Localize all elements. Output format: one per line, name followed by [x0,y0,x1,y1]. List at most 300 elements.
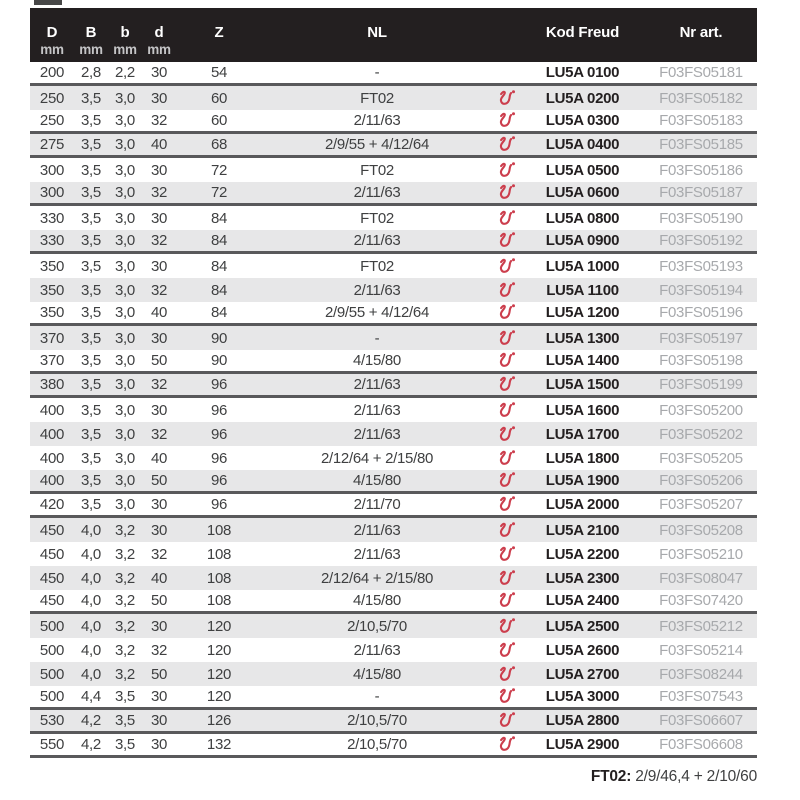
red-squiggle-icon [496,401,517,420]
cell-Z: 84 [210,281,228,299]
red-squiggle-icon [496,231,517,250]
cell-nr-art: F03FS05182 [659,89,743,107]
cell-B: 3,5 [81,401,101,419]
table-row [30,86,757,110]
cell-B: 4,0 [81,592,101,609]
table-row [30,230,757,254]
cell-NL: 4/15/80 [353,592,401,609]
red-squiggle-icon [496,711,517,730]
cell-nr-art: F03FS05198 [659,352,743,369]
cell-D: 350 [39,304,65,321]
cell-kod-freud: LU5A 1400 [545,352,620,369]
red-squiggle-icon [496,641,517,660]
cell-d: 32 [150,425,168,443]
red-squiggle-icon [496,425,517,444]
cell-b: 3,0 [115,329,135,347]
table-row [30,494,757,518]
cell-D: 250 [39,89,65,107]
footnote [591,768,757,786]
cell-kod-freud: LU5A 2000 [545,496,620,513]
cell-B: 4,0 [81,521,101,539]
cell-NL: 2/11/63 [353,425,401,443]
table-row [30,182,757,206]
cell-kod-freud: LU5A 2500 [545,617,620,635]
cell-D: 370 [39,329,65,347]
cell-D: 450 [39,545,65,563]
cell-B: 3,5 [81,304,101,321]
cell-B: 4,2 [81,736,101,753]
cell-d: 32 [150,281,168,299]
cell-B: 3,5 [81,449,101,467]
nl-icon-cell [492,638,520,662]
table-row [30,566,757,590]
header-units-row [30,40,757,62]
cell-NL: 2/11/63 [353,232,401,249]
red-squiggle-icon [496,569,517,588]
red-squiggle-icon [496,735,517,754]
table-row [30,134,757,158]
cell-d: 30 [150,161,168,179]
cell-d: 30 [150,736,168,753]
red-squiggle-icon [496,281,517,300]
cell-b: 3,0 [115,136,135,153]
nl-icon-cell [492,734,520,755]
cell-b: 3,2 [115,617,135,635]
nl-icon-cell [492,374,520,395]
cell-NL: 2/11/63 [353,281,401,299]
product-table [30,8,757,758]
unit-b: mm [113,42,137,57]
cell-b: 3,2 [115,569,135,587]
cell-D: 450 [39,592,65,609]
cell-b: 3,2 [115,521,135,539]
cell-b: 3,2 [115,641,135,659]
cell-kod-freud: LU5A 1100 [546,281,619,299]
nl-icon-cell [492,446,520,470]
cell-kod-freud: LU5A 3000 [545,688,620,705]
column-header-B: B [85,24,97,41]
unit-D: mm [40,42,64,57]
cell-kod-freud: LU5A 1500 [545,376,620,393]
table-row [30,686,757,710]
cell-B: 4,2 [81,712,101,729]
table-header [30,8,757,62]
cell-D: 250 [39,112,65,129]
table-row [30,542,757,566]
cell-B: 3,5 [81,232,101,249]
nl-icon-cell [492,542,520,566]
cell-d: 30 [150,712,168,729]
cell-D: 400 [39,472,65,489]
table-row [30,62,757,86]
cell-Z: 90 [210,329,228,347]
cell-kod-freud: LU5A 1200 [545,304,620,321]
cell-b: 3,0 [115,401,135,419]
cell-nr-art: F03FS05181 [659,64,743,81]
cell-b: 3,0 [115,89,135,107]
cell-D: 300 [39,161,65,179]
cell-Z: 84 [210,232,228,249]
nl-icon-cell [492,134,520,155]
cell-B: 4,0 [81,665,101,683]
table-row [30,662,757,686]
cell-d: 50 [150,472,168,489]
cell-B: 4,4 [81,688,101,705]
red-squiggle-icon [496,687,517,706]
cell-B: 3,5 [81,281,101,299]
cell-B: 2,8 [81,64,101,81]
unit-d: mm [147,42,171,57]
red-squiggle-icon [496,521,517,540]
table-row [30,734,757,758]
cell-d: 50 [150,592,168,609]
cell-D: 550 [39,736,65,753]
table-row [30,374,757,398]
cell-Z: 96 [210,425,228,443]
unit-B: mm [79,42,103,57]
cell-B: 3,5 [81,89,101,107]
table-row [30,326,757,350]
cell-B: 3,5 [81,209,101,227]
cell-b: 3,0 [115,449,135,467]
nl-icon-cell [492,326,520,350]
column-header-kod-freud: Kod Freud [545,24,620,41]
table-row [30,590,757,614]
nl-icon-cell [492,206,520,230]
red-squiggle-icon [496,161,517,180]
cell-Z: 126 [206,712,232,729]
cell-NL: 2/11/63 [353,521,401,539]
cell-b: 3,0 [115,376,135,393]
cell-D: 200 [39,64,65,81]
cell-nr-art: F03FS05202 [659,425,743,443]
cell-NL: - [374,688,380,705]
cell-B: 4,0 [81,617,101,635]
cell-d: 30 [150,688,168,705]
cell-d: 30 [150,401,168,419]
cell-nr-art: F03FS08047 [659,569,743,587]
cell-b: 3,0 [115,352,135,369]
nl-icon-cell [492,422,520,446]
column-header-Z: Z [214,24,224,41]
red-squiggle-icon [496,329,517,348]
cell-NL: 2/9/55 + 4/12/64 [324,304,430,321]
cell-Z: 120 [206,688,232,705]
red-squiggle-icon [496,209,517,228]
cell-NL: 2/11/70 [353,496,401,513]
cell-d: 30 [150,257,168,275]
cell-NL: 2/10,5/70 [347,617,407,635]
cell-d: 30 [150,329,168,347]
cell-Z: 68 [210,136,228,153]
cell-kod-freud: LU5A 2300 [545,569,620,587]
header-labels-row [30,8,757,40]
cell-NL: 2/9/55 + 4/12/64 [324,136,430,153]
cell-NL: 2/10,5/70 [347,736,407,753]
cell-kod-freud: LU5A 2600 [545,641,620,659]
cell-kod-freud: LU5A 1900 [545,472,620,489]
cell-B: 4,0 [81,545,101,563]
cell-Z: 96 [210,376,228,393]
cell-NL: 4/15/80 [353,665,401,683]
cell-NL: 2/12/64 + 2/15/80 [320,449,434,467]
cell-D: 300 [39,184,65,201]
table-row [30,518,757,542]
nl-icon-cell [492,62,520,83]
table-row [30,470,757,494]
cell-b: 3,2 [115,545,135,563]
cell-NL: 2/10,5/70 [347,712,407,729]
cell-D: 500 [39,617,65,635]
cell-d: 32 [150,641,168,659]
column-header-b: b [120,24,130,41]
cell-kod-freud: LU5A 1300 [545,329,620,347]
cell-d: 32 [150,376,168,393]
column-header-NL: NL [367,24,387,41]
cell-D: 530 [39,712,65,729]
nl-icon-cell [492,518,520,542]
cell-nr-art: F03FS05199 [659,376,743,393]
unit-NL [262,40,492,43]
cell-NL: 2/11/63 [353,184,401,201]
table-row [30,446,757,470]
cell-d: 40 [150,449,168,467]
cell-Z: 72 [210,161,228,179]
cell-b: 3,0 [115,232,135,249]
table-row [30,422,757,446]
table-row [30,206,757,230]
cell-Z: 120 [206,641,232,659]
cell-nr-art: F03FS05192 [659,232,743,249]
table-row [30,638,757,662]
cell-b: 3,0 [115,209,135,227]
cell-NL: - [374,329,380,347]
cell-b: 2,2 [115,64,135,81]
nl-icon-cell [492,614,520,638]
nl-icon-cell [492,590,520,611]
cell-d: 30 [150,521,168,539]
cell-Z: 84 [210,209,228,227]
cell-Z: 132 [206,736,232,753]
unit-kod [520,40,645,43]
cell-D: 500 [39,665,65,683]
cell-B: 3,5 [81,329,101,347]
cell-NL: 4/15/80 [353,352,401,369]
cell-d: 30 [150,496,168,513]
nl-icon-cell [492,494,520,515]
red-squiggle-icon [496,89,517,108]
nl-icon-cell [492,230,520,251]
cell-nr-art: F03FS05205 [659,449,743,467]
cell-b: 3,0 [115,112,135,129]
cell-B: 3,5 [81,352,101,369]
cell-kod-freud: LU5A 1800 [545,449,620,467]
table-row [30,398,757,422]
table-row [30,110,757,134]
cell-nr-art: F03FS05214 [659,641,743,659]
red-squiggle-icon [496,665,517,684]
red-squiggle-icon [496,111,517,130]
cell-kod-freud: LU5A 0800 [545,209,620,227]
footnote-value: 2/9/46,4 + 2/10/60 [635,768,757,785]
nl-icon-cell [492,86,520,110]
cell-d: 30 [150,209,168,227]
cell-d: 30 [150,64,168,81]
red-squiggle-icon [496,591,517,610]
cell-nr-art: F03FS05208 [659,521,743,539]
table-row [30,710,757,734]
nl-icon-cell [492,110,520,131]
cell-Z: 60 [210,89,228,107]
nl-icon-cell [492,686,520,707]
cell-nr-art: F03FS05185 [659,136,743,153]
cell-Z: 60 [210,112,228,129]
cell-NL: FT02 [360,89,394,107]
cell-B: 3,5 [81,184,101,201]
table-row [30,350,757,374]
table-row [30,158,757,182]
cell-nr-art: F03FS05197 [659,329,743,347]
nl-icon-cell [492,182,520,203]
column-header-nr-art: Nr art. [679,24,723,41]
cell-D: 400 [39,449,65,467]
table-row [30,254,757,278]
cell-nr-art: F03FS05207 [659,496,743,513]
cell-kod-freud: LU5A 1700 [545,425,620,443]
cell-B: 3,5 [81,136,101,153]
cell-kod-freud: LU5A 0400 [545,136,620,153]
cell-Z: 72 [210,184,228,201]
cell-d: 32 [150,112,168,129]
cell-nr-art: F03FS08244 [659,665,743,683]
cell-D: 275 [39,136,65,153]
cell-NL: FT02 [360,161,394,179]
cell-D: 380 [39,376,65,393]
footnote-label: FT02: [590,768,632,785]
nl-icon-cell [492,470,520,491]
page-edge-artifact [34,0,62,5]
cell-Z: 108 [206,592,232,609]
cell-Z: 96 [210,496,228,513]
table-row [30,278,757,302]
unit-nr [645,40,757,43]
cell-nr-art: F03FS05206 [659,472,743,489]
unit-icon [492,40,520,43]
cell-B: 3,5 [81,257,101,275]
cell-kod-freud: LU5A 0300 [545,112,620,129]
column-header-d: d [154,24,164,41]
cell-NL: 2/11/63 [353,641,401,659]
cell-b: 3,5 [115,712,135,729]
cell-kod-freud: LU5A 2800 [545,712,620,729]
nl-icon-cell [492,566,520,590]
cell-nr-art: F03FS05194 [659,281,743,299]
cell-D: 350 [39,281,65,299]
cell-NL: FT02 [360,209,394,227]
cell-Z: 96 [210,472,228,489]
cell-nr-art: F03FS06608 [659,736,743,753]
nl-icon-cell [492,158,520,182]
cell-b: 3,0 [115,161,135,179]
cell-nr-art: F03FS05183 [659,112,743,129]
cell-d: 32 [150,545,168,563]
cell-b: 3,2 [115,592,135,609]
cell-B: 4,0 [81,569,101,587]
cell-kod-freud: LU5A 0200 [545,89,620,107]
cell-b: 3,0 [115,496,135,513]
cell-D: 330 [39,209,65,227]
cell-D: 330 [39,232,65,249]
cell-d: 30 [150,617,168,635]
red-squiggle-icon [496,545,517,564]
table-row [30,614,757,638]
cell-d: 30 [150,89,168,107]
cell-NL: - [374,64,380,81]
nl-icon-cell [492,398,520,422]
red-squiggle-icon [496,135,517,154]
cell-D: 420 [39,496,65,513]
cell-nr-art: F03FS06607 [659,712,743,729]
cell-NL: 4/15/80 [353,472,401,489]
cell-NL: 2/11/63 [353,545,401,563]
cell-b: 3,0 [115,184,135,201]
cell-D: 350 [39,257,65,275]
cell-kod-freud: LU5A 2900 [545,736,620,753]
cell-B: 3,5 [81,161,101,179]
cell-B: 3,5 [81,425,101,443]
nl-icon-cell [492,278,520,302]
cell-NL: 2/12/64 + 2/15/80 [320,569,434,587]
cell-kod-freud: LU5A 0500 [545,161,620,179]
cell-Z: 108 [206,545,232,563]
red-squiggle-icon [496,471,517,490]
cell-Z: 120 [206,617,232,635]
cell-D: 500 [39,688,65,705]
nl-icon-cell [492,710,520,731]
cell-Z: 84 [210,257,228,275]
nl-icon-cell [492,302,520,323]
cell-d: 40 [150,304,168,321]
cell-b: 3,5 [115,736,135,753]
cell-b: 3,0 [115,304,135,321]
cell-kod-freud: LU5A 2100 [545,521,620,539]
cell-b: 3,0 [115,472,135,489]
cell-nr-art: F03FS05187 [659,184,743,201]
cell-kod-freud: LU5A 0600 [545,184,620,201]
red-squiggle-icon [496,351,517,370]
red-squiggle-icon [496,183,517,202]
cell-B: 3,5 [81,472,101,489]
red-squiggle-icon [496,617,517,636]
cell-D: 500 [39,641,65,659]
cell-Z: 120 [206,665,232,683]
cell-d: 32 [150,232,168,249]
cell-d: 50 [150,665,168,683]
cell-kod-freud: LU5A 2200 [545,545,620,563]
cell-b: 3,0 [115,425,135,443]
cell-nr-art: F03FS05190 [659,209,743,227]
cell-D: 450 [39,569,65,587]
cell-Z: 90 [210,352,228,369]
cell-B: 4,0 [81,641,101,659]
cell-d: 32 [150,184,168,201]
cell-kod-freud: LU5A 0900 [545,232,620,249]
cell-d: 40 [150,136,168,153]
cell-Z: 108 [206,569,232,587]
unit-Z [176,40,262,43]
cell-nr-art: F03FS07543 [659,688,743,705]
cell-b: 3,0 [115,281,135,299]
